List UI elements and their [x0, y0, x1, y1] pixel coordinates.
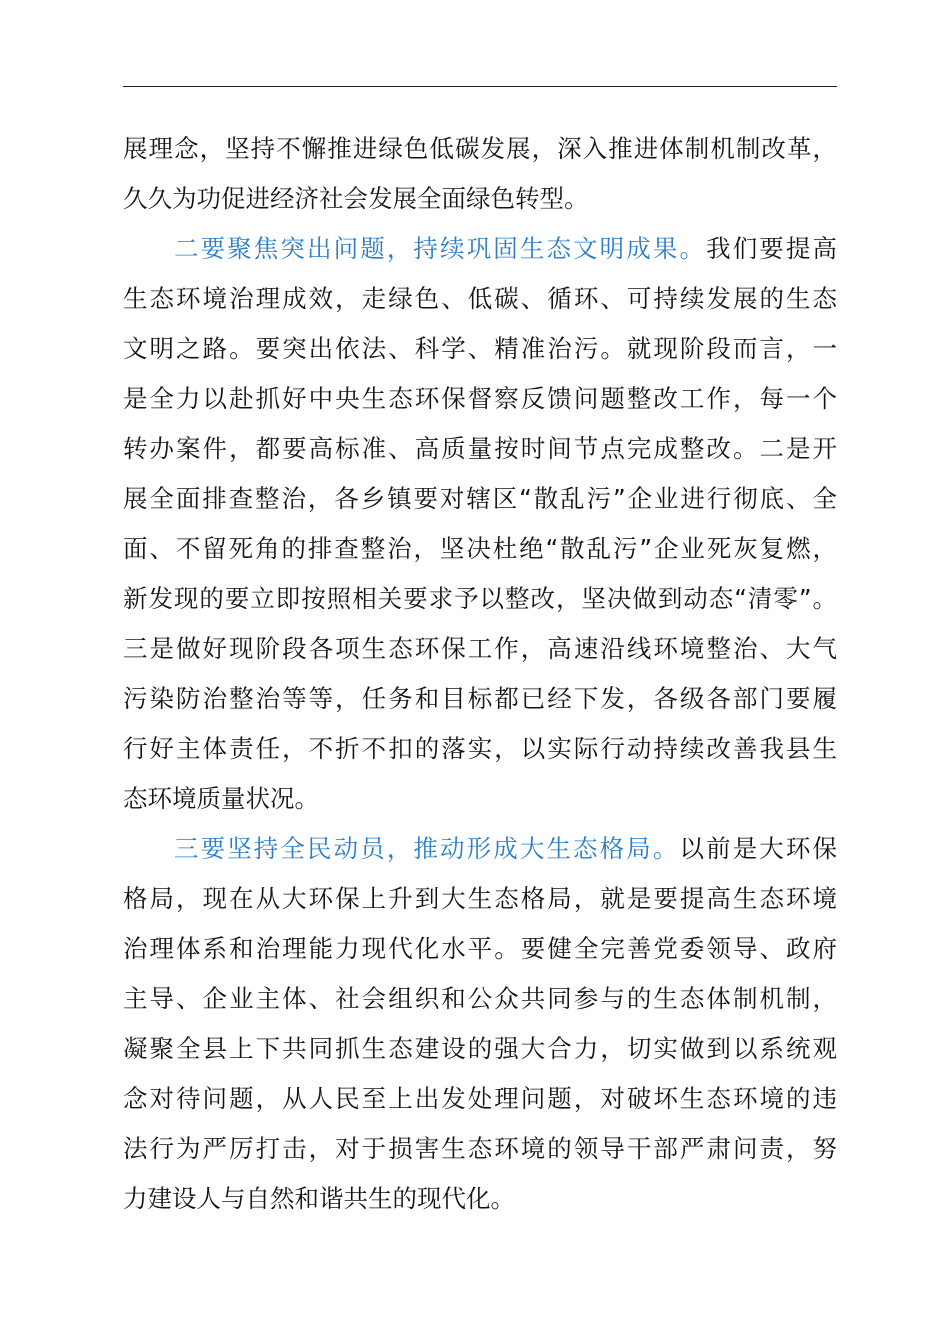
paragraph-3: [123, 824, 837, 1224]
paragraph-3-line-3: 治理体系和治理能力现代化水平。要健全完善党委领导、政府: [123, 934, 837, 963]
paragraph-2-line-1-rest: 我们要提高: [706, 234, 838, 263]
paragraph-2-line-1: [123, 224, 837, 274]
paragraph-3-line-6: 念对待问题，从人民至上出发处理问题，对破坏生态环境的违: [123, 1084, 837, 1113]
paragraph-3-line-7: 法行为严厉打击，对于损害生态环境的领导干部严肃问责，努: [123, 1134, 837, 1163]
paragraph-2-line-2: 生态环境治理成效，走绿色、低碳、循环、可持续发展的生态: [123, 284, 837, 313]
paragraph-1: [123, 124, 837, 224]
body-text: [123, 124, 837, 1224]
paragraph-2-line-8: 新发现的要立即按照相关要求予以整改，坚决做到动态“清零”。: [123, 584, 837, 613]
paragraph-3-line-4: 主导、企业主体、社会组织和公众共同参与的生态体制机制，: [123, 984, 837, 1013]
paragraph-2-line-6: 展全面排查整治，各乡镇要对辖区“散乱污”企业进行彻底、全: [123, 484, 837, 513]
paragraph-2-line-12: 态环境质量状况。: [123, 784, 319, 813]
paragraph-3-heading: 三要坚持全民动员，推动形成大生态格局。: [174, 834, 680, 863]
header-rule: [123, 86, 837, 87]
paragraph-1-line-1: 展理念，坚持不懈推进绿色低碳发展，深入推进体制机制改革，: [123, 134, 837, 163]
paragraph-3-line-2: 格局，现在从大环保上升到大生态格局，就是要提高生态环境: [123, 884, 837, 913]
paragraph-2-line-5: 转办案件，都要高标准、高质量按时间节点完成整改。二是开: [123, 434, 837, 463]
paragraph-3-line-5: 凝聚全县上下共同抓生态建设的强大合力，切实做到以系统观: [123, 1034, 837, 1063]
paragraph-2-line-10: 污染防治整治等等，任务和目标都已经下发，各级各部门要履: [123, 684, 837, 713]
paragraph-3-line-1-rest: 以前是大环保: [679, 834, 838, 863]
paragraph-2-line-3: 文明之路。要突出依法、科学、精准治污。就现阶段而言，一: [123, 334, 837, 363]
paragraph-2: [123, 224, 837, 824]
paragraph-3-line-8: 力建设人与自然和谐共生的现代化。: [123, 1184, 515, 1213]
paragraph-1-line-2: 久久为功促进经济社会发展全面绿色转型。: [123, 184, 589, 213]
paragraph-2-line-7: 面、不留死角的排查整治，坚决杜绝“散乱污”企业死灰复燃，: [123, 534, 837, 563]
paragraph-3-line-1: [123, 824, 837, 874]
paragraph-2-line-11: 行好主体责任，不折不扣的落实，以实际行动持续改善我县生: [123, 734, 837, 763]
paragraph-2-heading: 二要聚焦突出问题，持续巩固生态文明成果。: [174, 234, 707, 263]
paragraph-2-line-9: 三是做好现阶段各项生态环保工作，高速沿线环境整治、大气: [123, 634, 837, 663]
paragraph-2-line-4: 是全力以赴抓好中央生态环保督察反馈问题整改工作，每一个: [123, 384, 837, 413]
